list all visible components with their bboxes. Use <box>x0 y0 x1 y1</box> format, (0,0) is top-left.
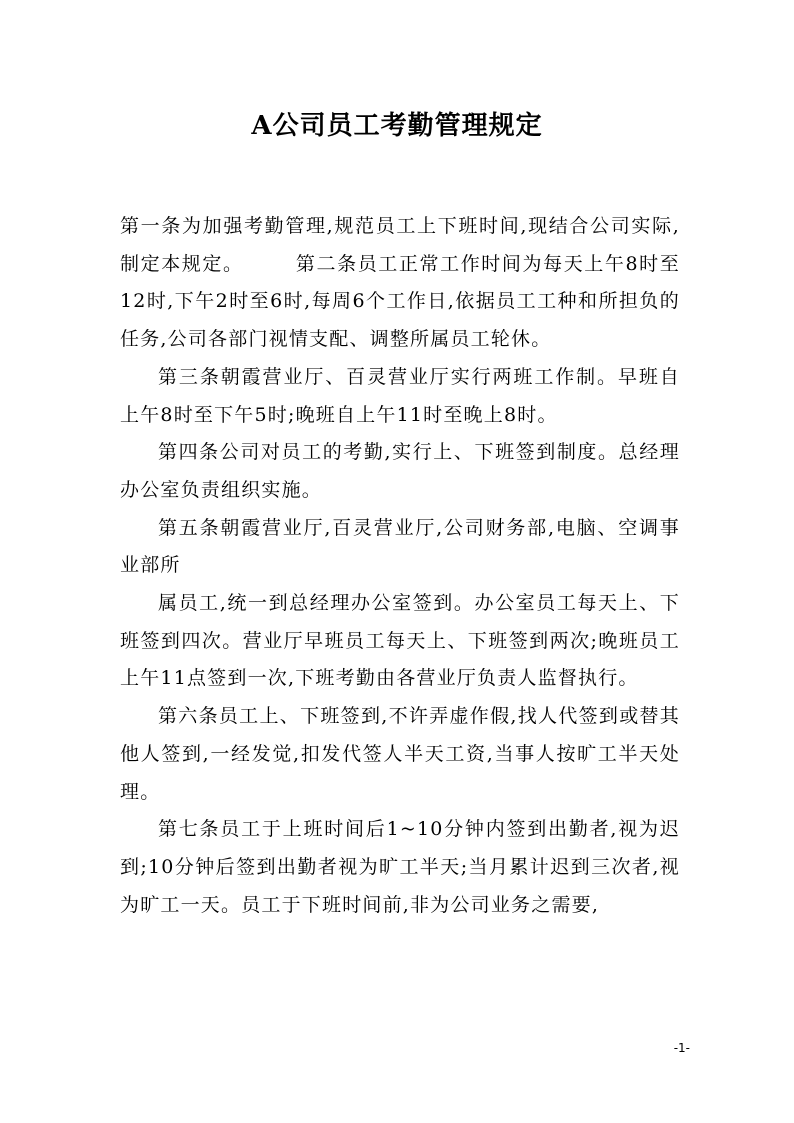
document-title: A公司员工考勤管理规定 <box>251 111 543 141</box>
page-number: -1- <box>673 1041 690 1055</box>
paragraph-article-5: 第五条朝霞营业厅,百灵营业厅,公司财务部,电脑、空调事业部所 <box>120 516 680 577</box>
paragraph-article-7: 第七条员工于上班时间后1~10分钟内签到出勤者,视为迟到;10分钟后签到出勤者视为旷工半天;当月累计迟到三次者,视为旷工一天。员工于下班时间前,非为公司业务之需要, <box>120 818 680 916</box>
paragraph-article-5-continued: 属员工,统一到总经理办公室签到。办公室员工每天上、下班签到四次。营业厅早班员工每天上、下班签到两次;晚班员工上午11点签到一次,下班考勤由各营业厅负责人监督执行。 <box>120 592 680 690</box>
document-body <box>120 208 680 924</box>
paragraph-article-1-2: 第一条为加强考勤管理,规范员工上下班时间,现结合公司实际,制定本规定。 第二条员工正常工作时间为每天上午8时至12时,下午2时至6时,每周6个工作日,依据员工工种和所担负的任务,公司各部门视情支配、调整所属员工轮休。 <box>120 215 680 351</box>
paragraph-article-4: 第四条公司对员工的考勤,实行上、下班签到制度。总经理办公室负责组织实施。 <box>120 441 680 501</box>
paragraph-article-6: 第六条员工上、下班签到,不许弄虚作假,找人代签到或替其他人签到,一经发觉,扣发代签人半天工资,当事人按旷工半天处理。 <box>120 705 680 803</box>
paragraph-article-3: 第三条朝霞营业厅、百灵营业厅实行两班工作制。早班自上午8时至下午5时;晚班自上午11时至晚上8时。 <box>120 365 680 426</box>
